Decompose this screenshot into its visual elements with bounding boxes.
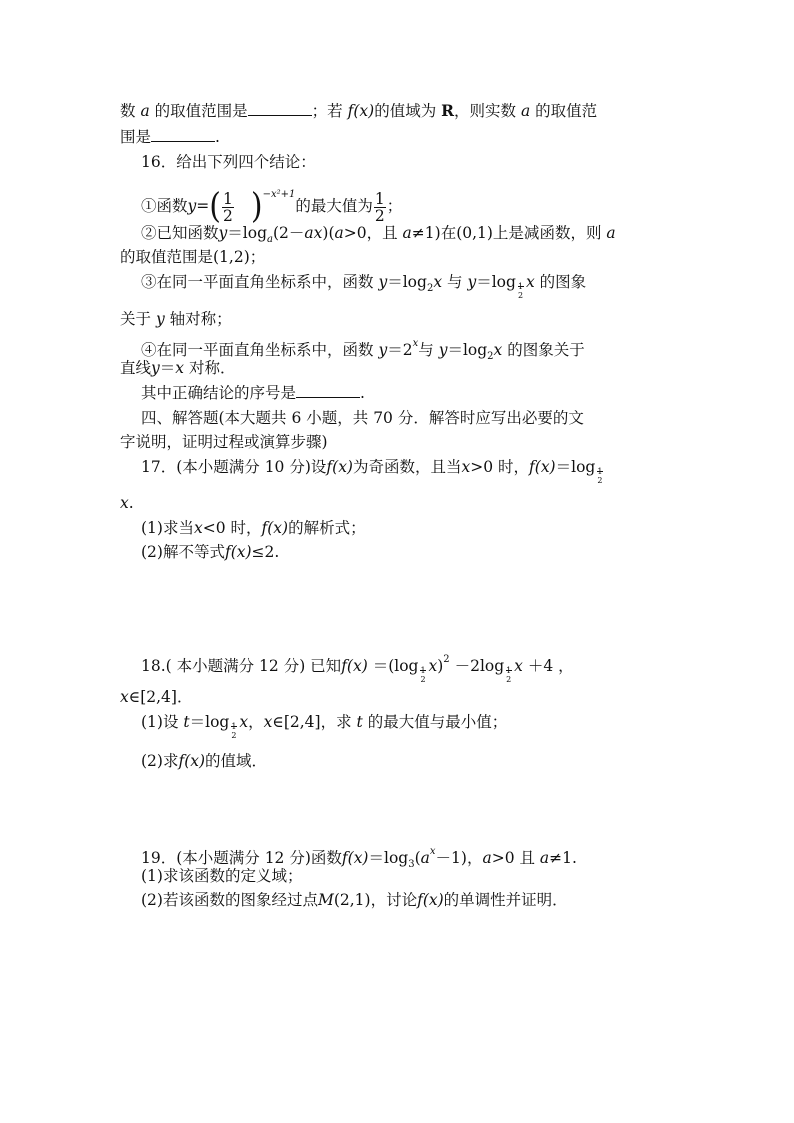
q16-statement-1: ①函数y=( $\frac{1}{2}$ )$^{-x^2+1}$的最大值为 $\frac{1}{2}$ ；	[141, 186, 403, 227]
q18-stem-cont: x∈[2,4]．	[120, 688, 193, 706]
q17-stem: 17．(本小题满分 10 分)设f(x)为奇函数，且当x>0 时，f(x)＝log 1 2	[141, 458, 603, 485]
q18-part-1: (1)设 t＝log 1 2 x，x∈[2,4]，求 t 的最大值与最小值；	[141, 713, 508, 740]
section-4-heading: 四、解答题(本大题共 6 小题，共 70 分．解答时应写出必要的文	[141, 409, 584, 427]
q18-part-2: (2)求f(x)的值域．	[141, 752, 268, 770]
q16-answer-line: 其中正确结论的序号是 .	[141, 384, 365, 402]
section-4-heading-cont: 字说明，证明过程或演算步骤)	[120, 433, 328, 451]
q16-statement-3a: ③在同一平面直角坐标系中，函数 $y=\log_2x$ 与 y＝log 1 2 x 的图象	[141, 273, 587, 300]
q16-statement-2a: ②已知函数$y=\log_a(2-ax)(a>0$，且 a≠1)在(0,1)上是减函数，则 a	[141, 224, 616, 245]
q16-statement-4a: ④在同一平面直角坐标系中，函数 $y=2^x$与 $y=\log_2x$ 的图象关于	[141, 338, 585, 362]
q19-stem: 19．(本小题满分 12 分)函数$f(x)=\log_3(a^x-1)$，a>0 且 a≠1.	[141, 846, 577, 870]
q16-statement-3b: 关于 y 轴对称；	[120, 310, 232, 328]
q17-part-2: (2)解不等式f(x)≤2.	[141, 543, 280, 561]
answer-blank[interactable]	[151, 127, 215, 142]
q16-statement-4b: 直线y＝x 对称．	[120, 359, 236, 377]
q17-stem-cont: x.	[120, 494, 134, 512]
q16-statement-2b: 的取值范围是(1,2)；	[120, 248, 266, 266]
line-range-b: 围是 .	[120, 128, 220, 146]
q18-stem: 18.( 本小题满分 12 分) 已知f(x) ＝(log 1 2 x)$^2$ －2log 1 2 x ＋4 ，	[141, 654, 574, 684]
answer-blank[interactable]	[248, 101, 312, 116]
answer-blank[interactable]	[296, 383, 360, 398]
line-range-a: 数 a 的取值范围是 ；若 f(x)的值域为 R，则实数 a 的取值范	[120, 101, 598, 120]
q19-part-1: (1)求该函数的定义域；	[141, 867, 303, 885]
q17-part-1: (1)求当x<0 时，f(x)的解析式；	[141, 519, 366, 537]
q19-part-2: (2)若该函数的图象经过点M(2,1)，讨论f(x)的单调性并证明．	[141, 891, 568, 909]
q16-heading: 16．给出下列四个结论：	[141, 153, 316, 171]
